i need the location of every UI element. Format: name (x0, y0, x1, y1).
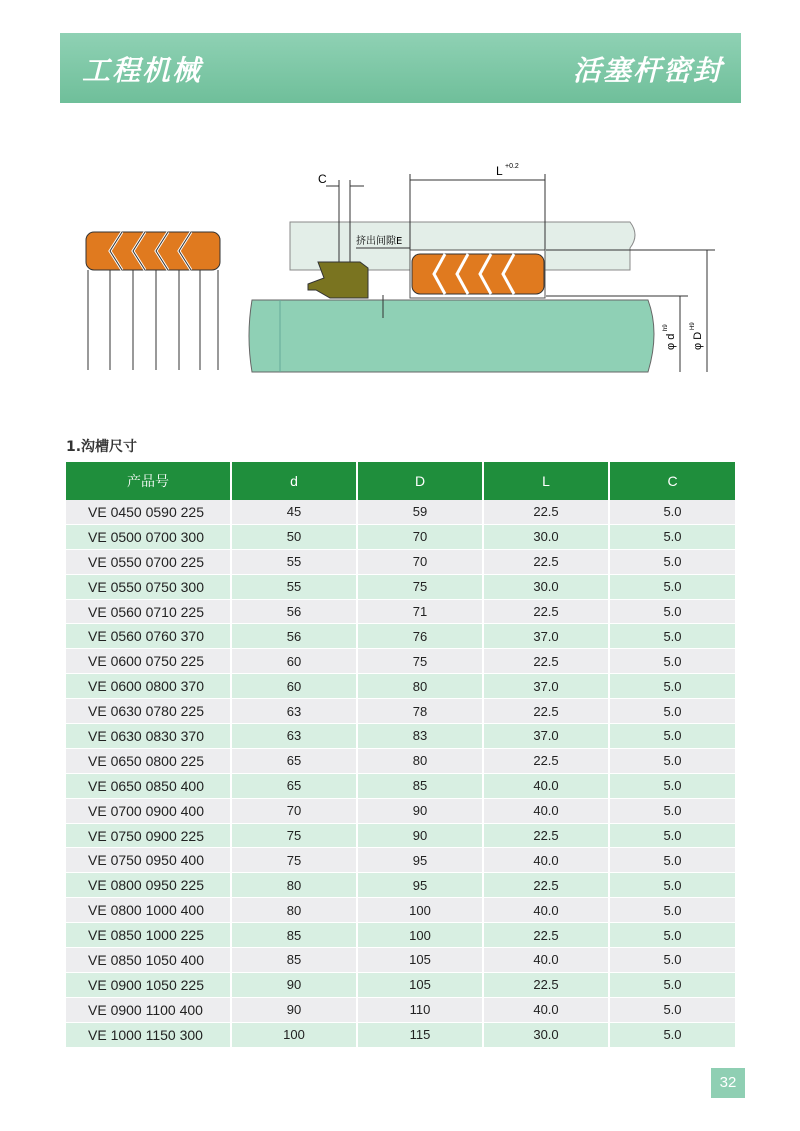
cell-L: 22.5 (483, 873, 609, 898)
table-row (66, 848, 735, 873)
cell-L: 22.5 (483, 599, 609, 624)
cell-C: 5.0 (609, 773, 735, 798)
cell-C: 5.0 (609, 724, 735, 749)
cell-C: 5.0 (609, 873, 735, 898)
cell-C: 5.0 (609, 674, 735, 699)
cell-L: 37.0 (483, 724, 609, 749)
cell-C: 5.0 (609, 948, 735, 973)
dim-label-D-tolerance: H9 (690, 322, 696, 330)
dim-label-D: φ D (692, 331, 704, 350)
table-row (66, 500, 735, 524)
cell-d: 63 (231, 699, 357, 724)
cell-D: 115 (357, 1022, 483, 1047)
cell-L: 37.0 (483, 624, 609, 649)
cell-product-no: VE 0800 1000 400 (66, 898, 231, 923)
cell-product-no: VE 0630 0780 225 (66, 699, 231, 724)
cell-L: 22.5 (483, 699, 609, 724)
cell-D: 95 (357, 848, 483, 873)
dim-label-d-tolerance: h9 (663, 324, 669, 331)
cell-D: 90 (357, 798, 483, 823)
page-number: 32 (711, 1068, 745, 1098)
cell-product-no: VE 0650 0850 400 (66, 773, 231, 798)
cell-d: 65 (231, 748, 357, 773)
table-row (66, 898, 735, 923)
cell-d: 100 (231, 1022, 357, 1047)
cell-C: 5.0 (609, 898, 735, 923)
cell-L: 40.0 (483, 848, 609, 873)
cell-L: 30.0 (483, 1022, 609, 1047)
table-row (66, 574, 735, 599)
table-row (66, 1022, 735, 1047)
cell-product-no: VE 0650 0800 225 (66, 748, 231, 773)
cell-D: 59 (357, 500, 483, 524)
cell-product-no: VE 0850 1050 400 (66, 948, 231, 973)
cell-product-no: VE 0750 0950 400 (66, 848, 231, 873)
dim-label-c: C (318, 172, 327, 186)
extrusion-gap-label: 挤出间隙E (356, 236, 403, 247)
dim-label-l-tolerance: +0.2 (505, 163, 519, 170)
cell-L: 30.0 (483, 524, 609, 549)
cell-C: 5.0 (609, 599, 735, 624)
dim-label-l: L (496, 164, 503, 178)
table-row (66, 624, 735, 649)
cell-C: 5.0 (609, 823, 735, 848)
table-row (66, 724, 735, 749)
cell-d: 55 (231, 574, 357, 599)
column-header-D: D (357, 462, 483, 500)
cell-L: 22.5 (483, 649, 609, 674)
cell-C: 5.0 (609, 997, 735, 1022)
cell-L: 22.5 (483, 500, 609, 524)
cell-product-no: VE 0850 1000 225 (66, 923, 231, 948)
cell-C: 5.0 (609, 624, 735, 649)
cell-product-no: VE 0560 0710 225 (66, 599, 231, 624)
piston-rod (249, 300, 654, 372)
table-row (66, 649, 735, 674)
table-row (66, 923, 735, 948)
cell-C: 5.0 (609, 649, 735, 674)
cell-D: 78 (357, 699, 483, 724)
cell-product-no: VE 0900 1100 400 (66, 997, 231, 1022)
cell-C: 5.0 (609, 748, 735, 773)
table-row (66, 997, 735, 1022)
dim-label-d: φ d (665, 333, 677, 350)
cell-C: 5.0 (609, 524, 735, 549)
header-band (60, 33, 741, 103)
cell-D: 95 (357, 873, 483, 898)
cell-D: 85 (357, 773, 483, 798)
table-row (66, 674, 735, 699)
cell-L: 40.0 (483, 948, 609, 973)
section-title: 1.沟槽尺寸 (66, 439, 138, 455)
cell-C: 5.0 (609, 848, 735, 873)
cell-L: 37.0 (483, 674, 609, 699)
cell-C: 5.0 (609, 699, 735, 724)
table-row (66, 524, 735, 549)
seal-diagram (60, 150, 740, 390)
cell-d: 56 (231, 624, 357, 649)
cell-D: 80 (357, 674, 483, 699)
cell-product-no: VE 0800 0950 225 (66, 873, 231, 898)
cell-D: 71 (357, 599, 483, 624)
cell-D: 100 (357, 923, 483, 948)
cell-L: 22.5 (483, 549, 609, 574)
cell-C: 5.0 (609, 798, 735, 823)
cell-D: 100 (357, 898, 483, 923)
cell-L: 40.0 (483, 798, 609, 823)
cell-L: 22.5 (483, 748, 609, 773)
cell-C: 5.0 (609, 549, 735, 574)
cell-d: 85 (231, 948, 357, 973)
column-header-C: C (609, 462, 735, 500)
cell-D: 105 (357, 948, 483, 973)
cell-D: 80 (357, 748, 483, 773)
cell-product-no: VE 0900 1050 225 (66, 972, 231, 997)
category-title: 工程机械 (82, 54, 203, 87)
cell-L: 22.5 (483, 972, 609, 997)
cell-d: 45 (231, 500, 357, 524)
table-row (66, 823, 735, 848)
page-title: 活塞杆密封 (572, 54, 723, 87)
cell-d: 80 (231, 898, 357, 923)
seal-profile-groove (412, 254, 544, 294)
cell-product-no: VE 0450 0590 225 (66, 500, 231, 524)
column-header-product-no: 产品号 (66, 462, 231, 500)
table-row (66, 549, 735, 574)
cell-D: 76 (357, 624, 483, 649)
cell-product-no: VE 0630 0830 370 (66, 724, 231, 749)
cell-C: 5.0 (609, 500, 735, 524)
cell-d: 90 (231, 997, 357, 1022)
column-header-d: d (231, 462, 357, 500)
table-row (66, 948, 735, 973)
table-row (66, 599, 735, 624)
cell-D: 83 (357, 724, 483, 749)
cell-product-no: VE 1000 1150 300 (66, 1022, 231, 1047)
table-header-row (66, 462, 735, 500)
table-row (66, 773, 735, 798)
cell-product-no: VE 0600 0800 370 (66, 674, 231, 699)
cell-product-no: VE 0560 0760 370 (66, 624, 231, 649)
cell-product-no: VE 0700 0900 400 (66, 798, 231, 823)
cell-product-no: VE 0500 0700 300 (66, 524, 231, 549)
cell-product-no: VE 0600 0750 225 (66, 649, 231, 674)
cell-d: 60 (231, 674, 357, 699)
cell-L: 40.0 (483, 773, 609, 798)
cell-d: 75 (231, 848, 357, 873)
cell-D: 90 (357, 823, 483, 848)
cell-d: 70 (231, 798, 357, 823)
cell-product-no: VE 0750 0900 225 (66, 823, 231, 848)
groove-dimension-table (66, 462, 735, 1048)
cell-L: 40.0 (483, 997, 609, 1022)
cell-D: 110 (357, 997, 483, 1022)
cell-d: 50 (231, 524, 357, 549)
cell-D: 75 (357, 574, 483, 599)
table-row (66, 972, 735, 997)
cell-d: 90 (231, 972, 357, 997)
cell-D: 105 (357, 972, 483, 997)
table-row (66, 873, 735, 898)
cell-C: 5.0 (609, 1022, 735, 1047)
cell-product-no: VE 0550 0700 225 (66, 549, 231, 574)
cell-D: 70 (357, 524, 483, 549)
cell-d: 80 (231, 873, 357, 898)
cell-L: 22.5 (483, 923, 609, 948)
cell-C: 5.0 (609, 574, 735, 599)
cell-L: 40.0 (483, 898, 609, 923)
cell-d: 63 (231, 724, 357, 749)
cell-d: 56 (231, 599, 357, 624)
seal-profile-left (86, 232, 220, 370)
cell-L: 30.0 (483, 574, 609, 599)
cell-d: 60 (231, 649, 357, 674)
cell-D: 70 (357, 549, 483, 574)
cell-d: 85 (231, 923, 357, 948)
table-row (66, 798, 735, 823)
cell-product-no: VE 0550 0750 300 (66, 574, 231, 599)
column-header-L: L (483, 462, 609, 500)
cell-C: 5.0 (609, 972, 735, 997)
table-row (66, 699, 735, 724)
cell-D: 75 (357, 649, 483, 674)
cell-d: 65 (231, 773, 357, 798)
cell-L: 22.5 (483, 823, 609, 848)
cell-C: 5.0 (609, 923, 735, 948)
cell-d: 55 (231, 549, 357, 574)
cell-d: 75 (231, 823, 357, 848)
table-row (66, 748, 735, 773)
